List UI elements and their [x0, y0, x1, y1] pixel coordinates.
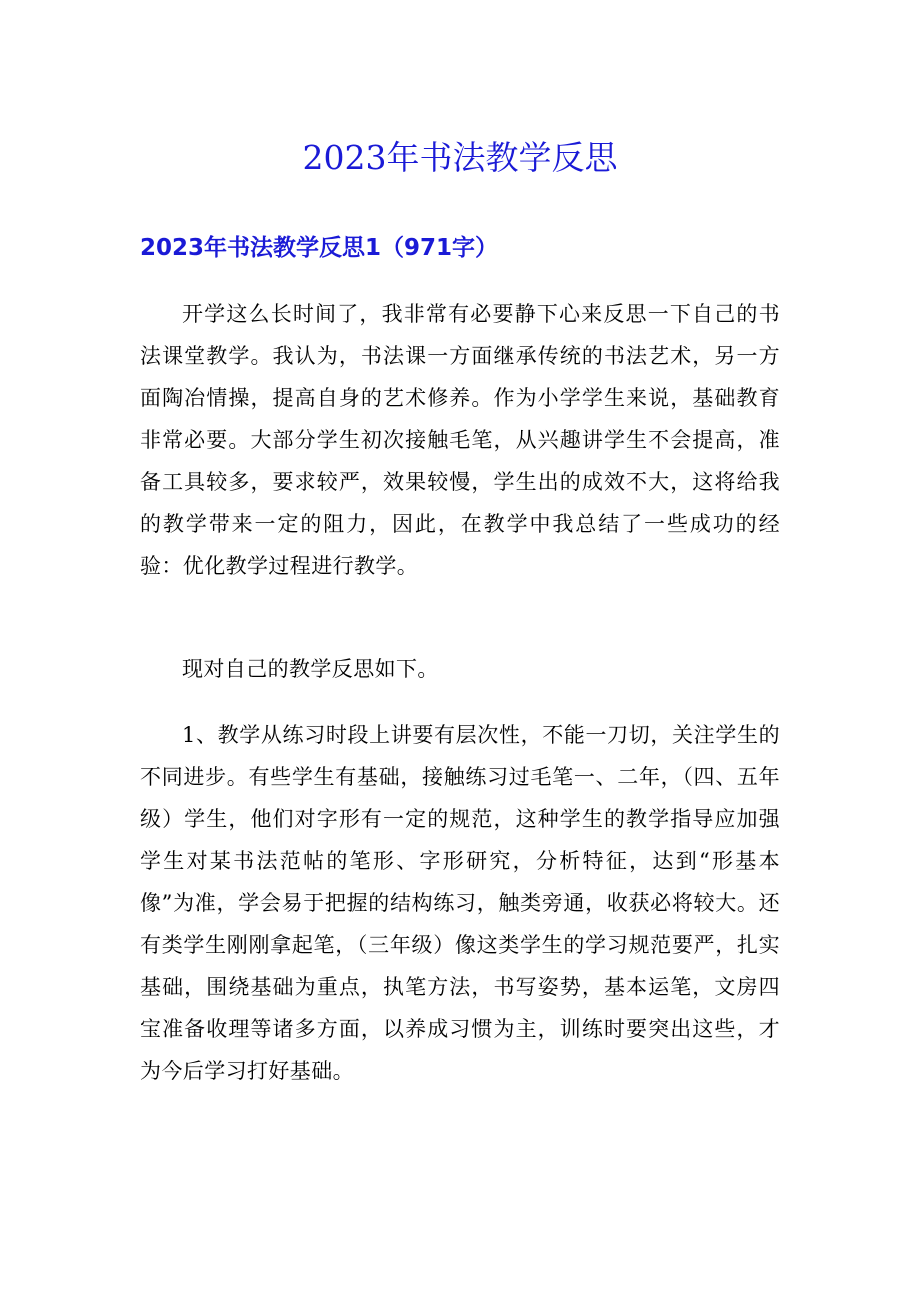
- paragraph-point-1: 1、教学从练习时段上讲要有层次性，不能一刀切，关注学生的不同进步。有些学生有基础，接触练习过毛笔一、二年，（四、五年级）学生，他们对字形有一定的规范，这种学生的教学指导应加强学生对某书法范帖的笔形、字形研究，分析特征，达到“形基本像”为准，学会易于把握的结构练习，触类旁通，收获必将较大。还有类学生刚刚拿起笔，（三年级）像这类学生的学习规范要严，扎实基础，围绕基础为重点，执笔方法，书写姿势，基本运笔，文房四宝准备收理等诸多方面，以养成习惯为主，训练时要突出这些，才为今后学习打好基础。: [140, 723, 780, 1083]
- paragraph-intro: 开学这么长时间了，我非常有必要静下心来反思一下自己的书法课堂教学。我认为，书法课一方面继承传统的书法艺术，另一方面陶冶情操，提高自身的艺术修养。作为小学学生来说，基础教育非常必要。大部分学生初次接触毛笔，从兴趣讲学生不会提高，准备工具较多，要求较严，效果较慢，学生出的成效不大，这将给我的教学带来一定的阻力，因此，在教学中我总结了一些成功的经验：优化教学过程进行教学。: [140, 302, 780, 578]
- document-title: 2023年书法教学反思: [302, 138, 618, 177]
- section-heading: 2023年书法教学反思1（971字）: [140, 235, 499, 261]
- paragraph-transition: 现对自己的教学反思如下。: [182, 657, 439, 681]
